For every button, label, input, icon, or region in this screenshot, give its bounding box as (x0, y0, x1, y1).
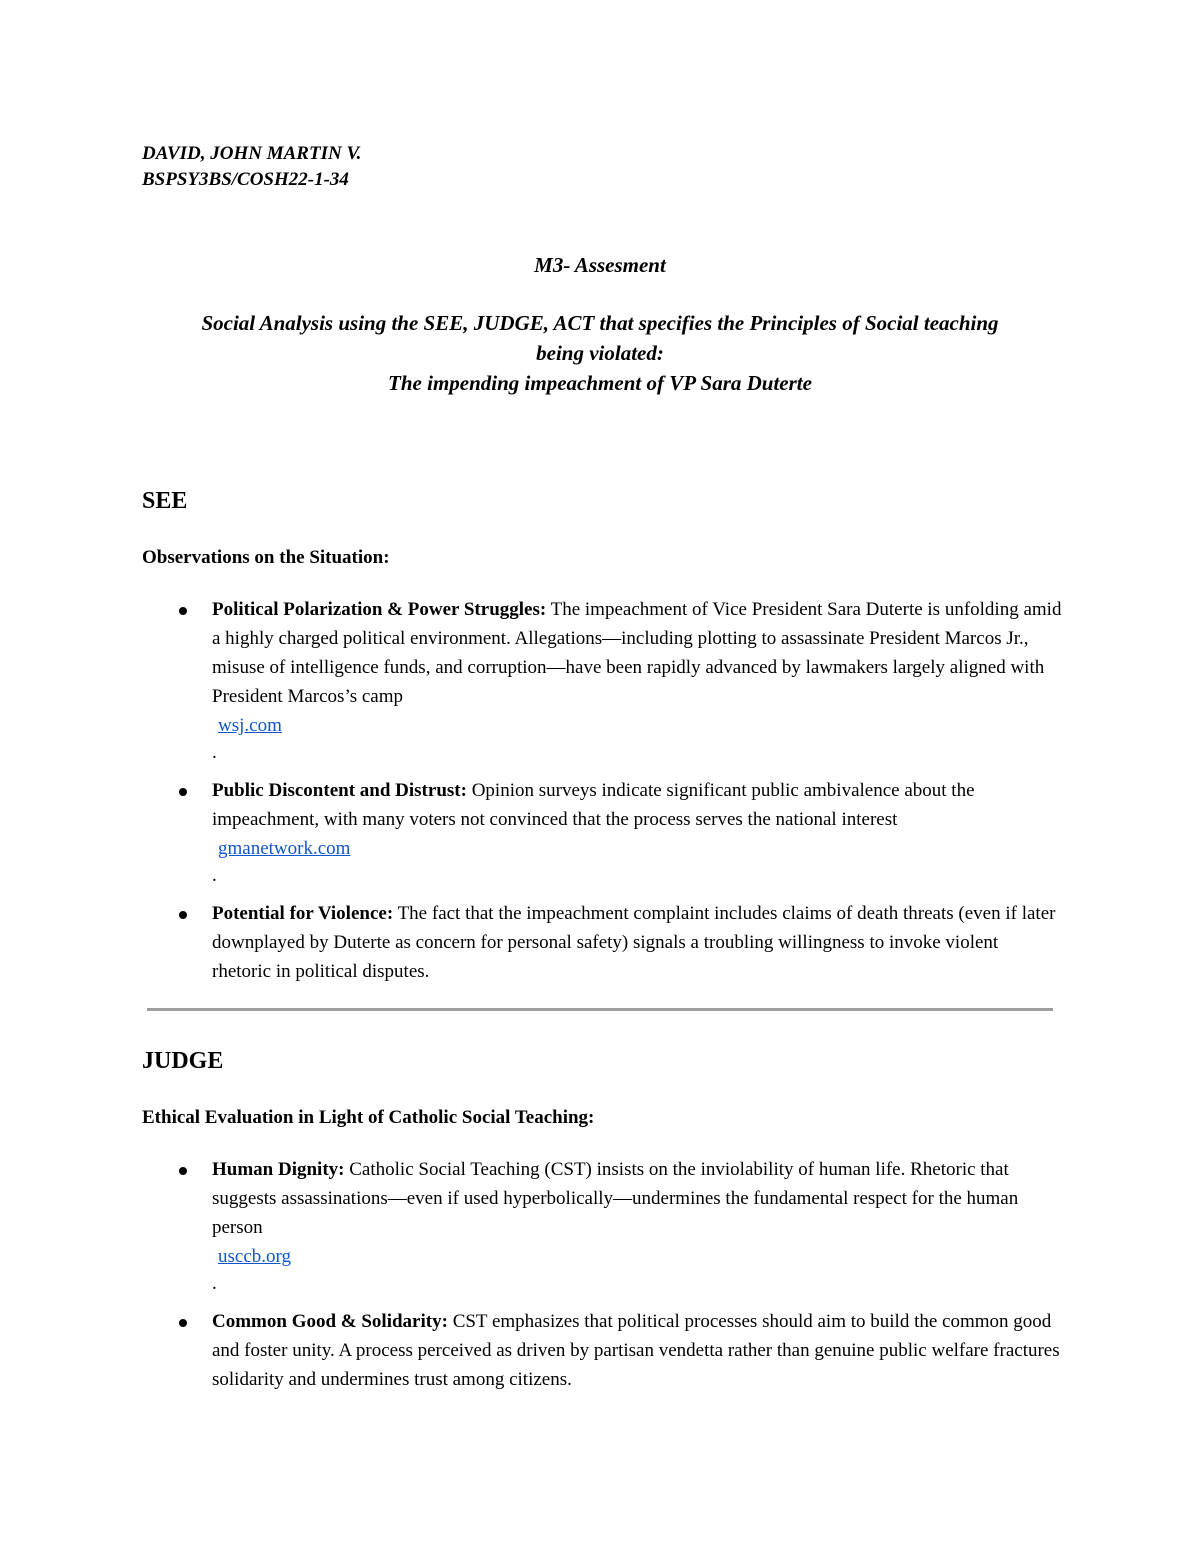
author-block (142, 141, 361, 193)
bullet-icon (179, 788, 187, 796)
item-text: CST emphasizes that political processes should aim to build the common good and foster unity. A process perceived as driven by partisan vendetta rather than genuine public welfare fractures solidarity and undermines trust among citizens. (212, 1311, 1060, 1390)
topic-line-3: The impending impeachment of VP Sara Duterte (388, 371, 812, 395)
judge-heading: JUDGE (142, 1048, 224, 1074)
assessment-title: M3- Assesment (534, 253, 666, 277)
list-item (142, 1307, 1062, 1394)
item-text: Opinion surveys indicate significant public ambivalence about the impeachment, with many voters not convinced that the process serves the national interest (212, 780, 975, 830)
topic-block (140, 308, 1060, 398)
list-item (142, 595, 1062, 766)
author-section: BSPSY3BS/COSH22-1-34 (142, 169, 349, 190)
source-link-wsj[interactable]: wsj.com (218, 715, 282, 736)
horizontal-rule (147, 1008, 1053, 1011)
judge-list (142, 1155, 1062, 1404)
item-label: Political Polarization & Power Struggles: (212, 599, 547, 620)
item-text: The fact that the impeachment complaint includes claims of death threats (even if later downplayed by Duterte as concern for personal safety) signals a troubling willingness to invoke violent rhetoric in political disputes. (212, 903, 1056, 982)
item-tail: . (212, 1273, 217, 1294)
list-item (142, 776, 1062, 889)
see-subheading: Observations on the Situation: (142, 547, 390, 568)
topic-line-1: Social Analysis using the SEE, JUDGE, ACT that specifies the Principles of Social teaching (201, 311, 999, 335)
list-item (142, 1155, 1062, 1297)
judge-subheading: Ethical Evaluation in Light of Catholic Social Teaching: (142, 1107, 595, 1128)
bullet-icon (179, 607, 187, 615)
item-tail: . (212, 742, 217, 763)
item-text: Catholic Social Teaching (CST) insists on the inviolability of human life. Rhetoric that suggests assassinations—even if used hyperbolically—undermines the fundamental respect for the human person (212, 1159, 1019, 1238)
topic-line-2: being violated: (536, 341, 664, 365)
see-list (142, 595, 1062, 996)
item-text: The impeachment of Vice President Sara Duterte is unfolding amid a highly charged political environment. Allegations—including plotting to assassinate President Marcos Jr., misuse of intelligence funds, and corruption—have been rapidly advanced by lawmakers largely aligned with President Marcos’s camp (212, 599, 1062, 707)
bullet-icon (179, 911, 187, 919)
source-link-usccb[interactable]: usccb.org (218, 1246, 291, 1267)
source-link-gmanetwork[interactable]: gmanetwork.com (218, 838, 351, 859)
item-label: Public Discontent and Distrust: (212, 780, 467, 801)
bullet-icon (179, 1167, 187, 1175)
list-item (142, 899, 1062, 986)
see-heading: SEE (142, 488, 188, 514)
item-label: Human Dignity: (212, 1159, 345, 1180)
item-label: Potential for Violence: (212, 903, 394, 924)
author-name: DAVID, JOHN MARTIN V. (142, 143, 362, 164)
bullet-icon (179, 1319, 187, 1327)
item-label: Common Good & Solidarity: (212, 1311, 448, 1332)
item-tail: . (212, 865, 217, 886)
